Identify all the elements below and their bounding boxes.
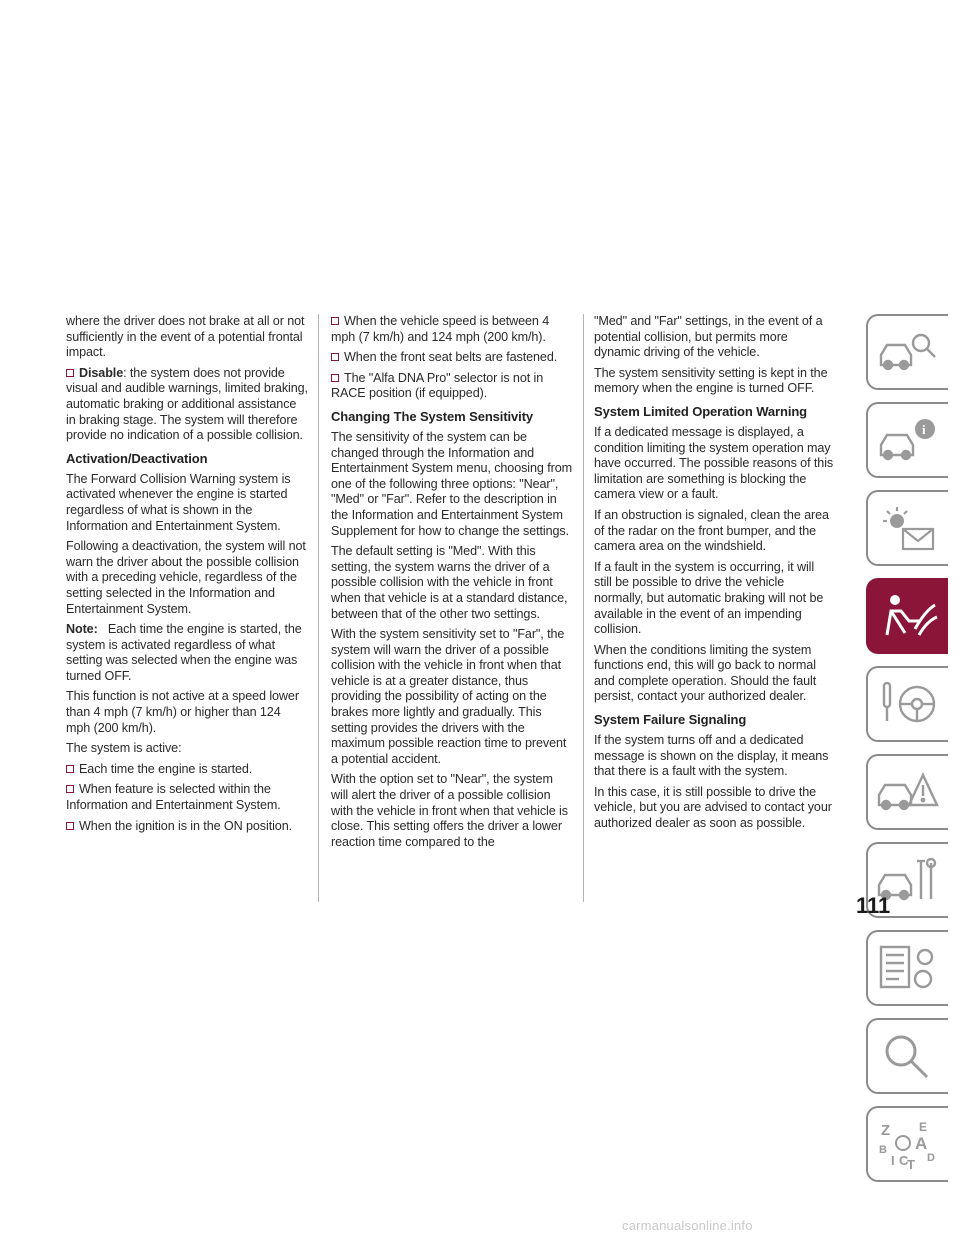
paragraph: If a fault in the system is occurring, it will still be possible to drive the vehicle normally, but automatic braking will not be available in the event of an impending collision.	[594, 559, 824, 637]
paragraph: If the system turns off and a dedicated message is shown on the display, it means that there is a fault with the system.	[594, 733, 829, 779]
note	[66, 622, 308, 684]
paragraph: With the option set to "Near", the system will alert the driver of a possible collision with the vehicle in front when that vehicle is close. This setting offers the driver a lower reaction time compared to the	[331, 772, 568, 849]
bullet-text: When the front seat belts are fastened.	[344, 350, 558, 365]
bullet-text: : the system does not provide visual and audible warnings, limited braking, automatic braking or additional assistance in braking stage. The system will therefore provide no indication of a possible collision.	[66, 365, 308, 443]
heading-failure-signaling: System Failure Signaling	[594, 712, 747, 728]
svg-text:Z: Z	[881, 1122, 891, 1139]
tab-emergency[interactable]	[866, 754, 948, 830]
car-info-icon	[875, 413, 941, 467]
bullet-item	[331, 350, 573, 366]
paragraph: If an obstruction is signaled, clean the area of the radar on the front bumper, and the camera area on the windshield.	[594, 507, 829, 554]
paragraph: If a dedicated message is displayed, a condition limiting the system operation may have occurred. The possible reasons of this limitation are something is blocking the camera view or a fault.	[594, 424, 834, 502]
heading-sensitivity: Changing The System Sensitivity	[331, 408, 534, 424]
svg-text:i: i	[922, 422, 926, 437]
paragraph: With the system sensitivity set to "Far", the system will warn the driver of a possible collision with the vehicle in front when that vehicle is at a greater distance, thus providing the possibility of acting on the brakes more lightly and gradually. This setting provides the drivers with the maximum possible reaction time to prevent a potential accident.	[331, 627, 567, 766]
text-column-2	[331, 314, 573, 855]
paragraph: In this case, it is still possible to drive the vehicle, but you are advised to contact your authorized dealer as soon as possible.	[594, 784, 832, 831]
svg-text:B: B	[879, 1144, 887, 1156]
paragraph: The system is active:	[66, 741, 182, 756]
paragraph: The sensitivity of the system can be changed through the Information and Entertainment System menu, choosing from one of the following three options: "Near", "Med" or "Far". Refer to the description in the Information and Entertainment System Supplement for how to change the settings.	[331, 429, 572, 538]
bullet-text: Each time the engine is started.	[79, 761, 253, 776]
tab-search[interactable]	[866, 1018, 948, 1094]
bullet-square-icon	[331, 353, 339, 361]
bullet-item	[331, 314, 573, 345]
paragraph: When the conditions limiting the system functions end, this will go back to normal and complete operation. Should the fault persist, contact your authorized dealer.	[594, 642, 817, 704]
paragraph: The system sensitivity setting is kept in the memory when the engine is turned OFF.	[594, 365, 828, 396]
paragraph: Following a deactivation, the system will not warn the driver about the possible collision with a preceding vehicle, regardless of the setting selected in the Information and Entertainment System.	[66, 539, 306, 616]
bullet-square-icon	[66, 369, 74, 377]
tab-getting-to-know[interactable]	[866, 314, 948, 390]
tab-safety[interactable]	[866, 578, 948, 654]
bullet-text: When the ignition is in the ON position.	[79, 818, 293, 833]
paragraph: This function is not active at a speed lower than 4 mph (7 km/h) or higher than 124 mph (200 km/h).	[66, 689, 299, 735]
watermark: carmanualsonline.info	[622, 1218, 753, 1233]
svg-text:D: D	[927, 1152, 935, 1164]
warning-lights-icon	[875, 501, 941, 555]
bullet-text: When the vehicle speed is between 4 mph (7 km/h) and 124 mph (200 km/h).	[331, 314, 550, 344]
column-divider	[583, 314, 584, 902]
svg-text:A: A	[915, 1134, 928, 1153]
bullet-text: The "Alfa DNA Pro" selector is not in RACE position (if equipped).	[331, 370, 544, 401]
svg-text:T: T	[907, 1157, 915, 1171]
bullet-square-icon	[331, 317, 339, 325]
bullet-square-icon	[66, 765, 74, 773]
bullet-square-icon	[66, 822, 74, 830]
page-number: 111	[856, 893, 891, 918]
heading-activation: Activation/Deactivation	[66, 450, 208, 466]
bullet-square-icon	[331, 374, 339, 382]
bullet-item-disable	[66, 366, 308, 444]
magnifier-icon	[875, 1029, 941, 1083]
column-divider	[318, 314, 319, 902]
note-text: Each time the engine is started, the system is activated regardless of what setting was selected when the engine was turned OFF.	[66, 622, 302, 683]
index-letters-icon	[875, 1117, 941, 1171]
tab-technical-specifications[interactable]	[866, 930, 948, 1006]
bold-term: Disable	[79, 365, 124, 380]
bullet-item	[331, 371, 573, 402]
bullet-item	[66, 782, 308, 813]
bullet-item	[66, 819, 308, 835]
steering-wheel-key-icon	[875, 677, 941, 731]
text-column-3	[594, 314, 834, 837]
chapter-tabs	[866, 314, 948, 1194]
tab-starting-driving[interactable]	[866, 666, 948, 742]
tab-index[interactable]	[866, 1106, 948, 1182]
specifications-icon	[875, 941, 941, 995]
paragraph: The default setting is "Med". With this setting, the system warns the driver of a possible collision with the vehicle in front when that vehicle is at a standard distance, between that of the other two settings.	[331, 544, 568, 621]
paragraph: The Forward Collision Warning system is activated whenever the engine is started regardless of what is shown in the Information and Entertainment System.	[66, 471, 291, 533]
svg-text:C: C	[899, 1153, 909, 1168]
tab-dashboard[interactable]	[866, 402, 948, 478]
svg-text:E: E	[919, 1120, 928, 1134]
text-column-1	[66, 314, 308, 839]
heading-limited-operation: System Limited Operation Warning	[594, 403, 808, 419]
car-search-icon	[875, 325, 941, 379]
seatbelt-airbag-icon	[875, 589, 941, 643]
paragraph: where the driver does not brake at all or not sufficiently in the event of a potential frontal impact.	[66, 314, 305, 360]
car-breakdown-icon	[875, 765, 941, 819]
svg-text:I: I	[891, 1153, 895, 1168]
tab-warning-lights[interactable]	[866, 490, 948, 566]
paragraph: "Med" and "Far" settings, in the event of a potential collision, but permits more dynamic driving of the vehicle.	[594, 314, 823, 360]
note-label: Note:	[66, 622, 98, 637]
bullet-square-icon	[66, 785, 74, 793]
bullet-text: When feature is selected within the Information and Entertainment System.	[66, 782, 281, 813]
bullet-item	[66, 762, 308, 778]
